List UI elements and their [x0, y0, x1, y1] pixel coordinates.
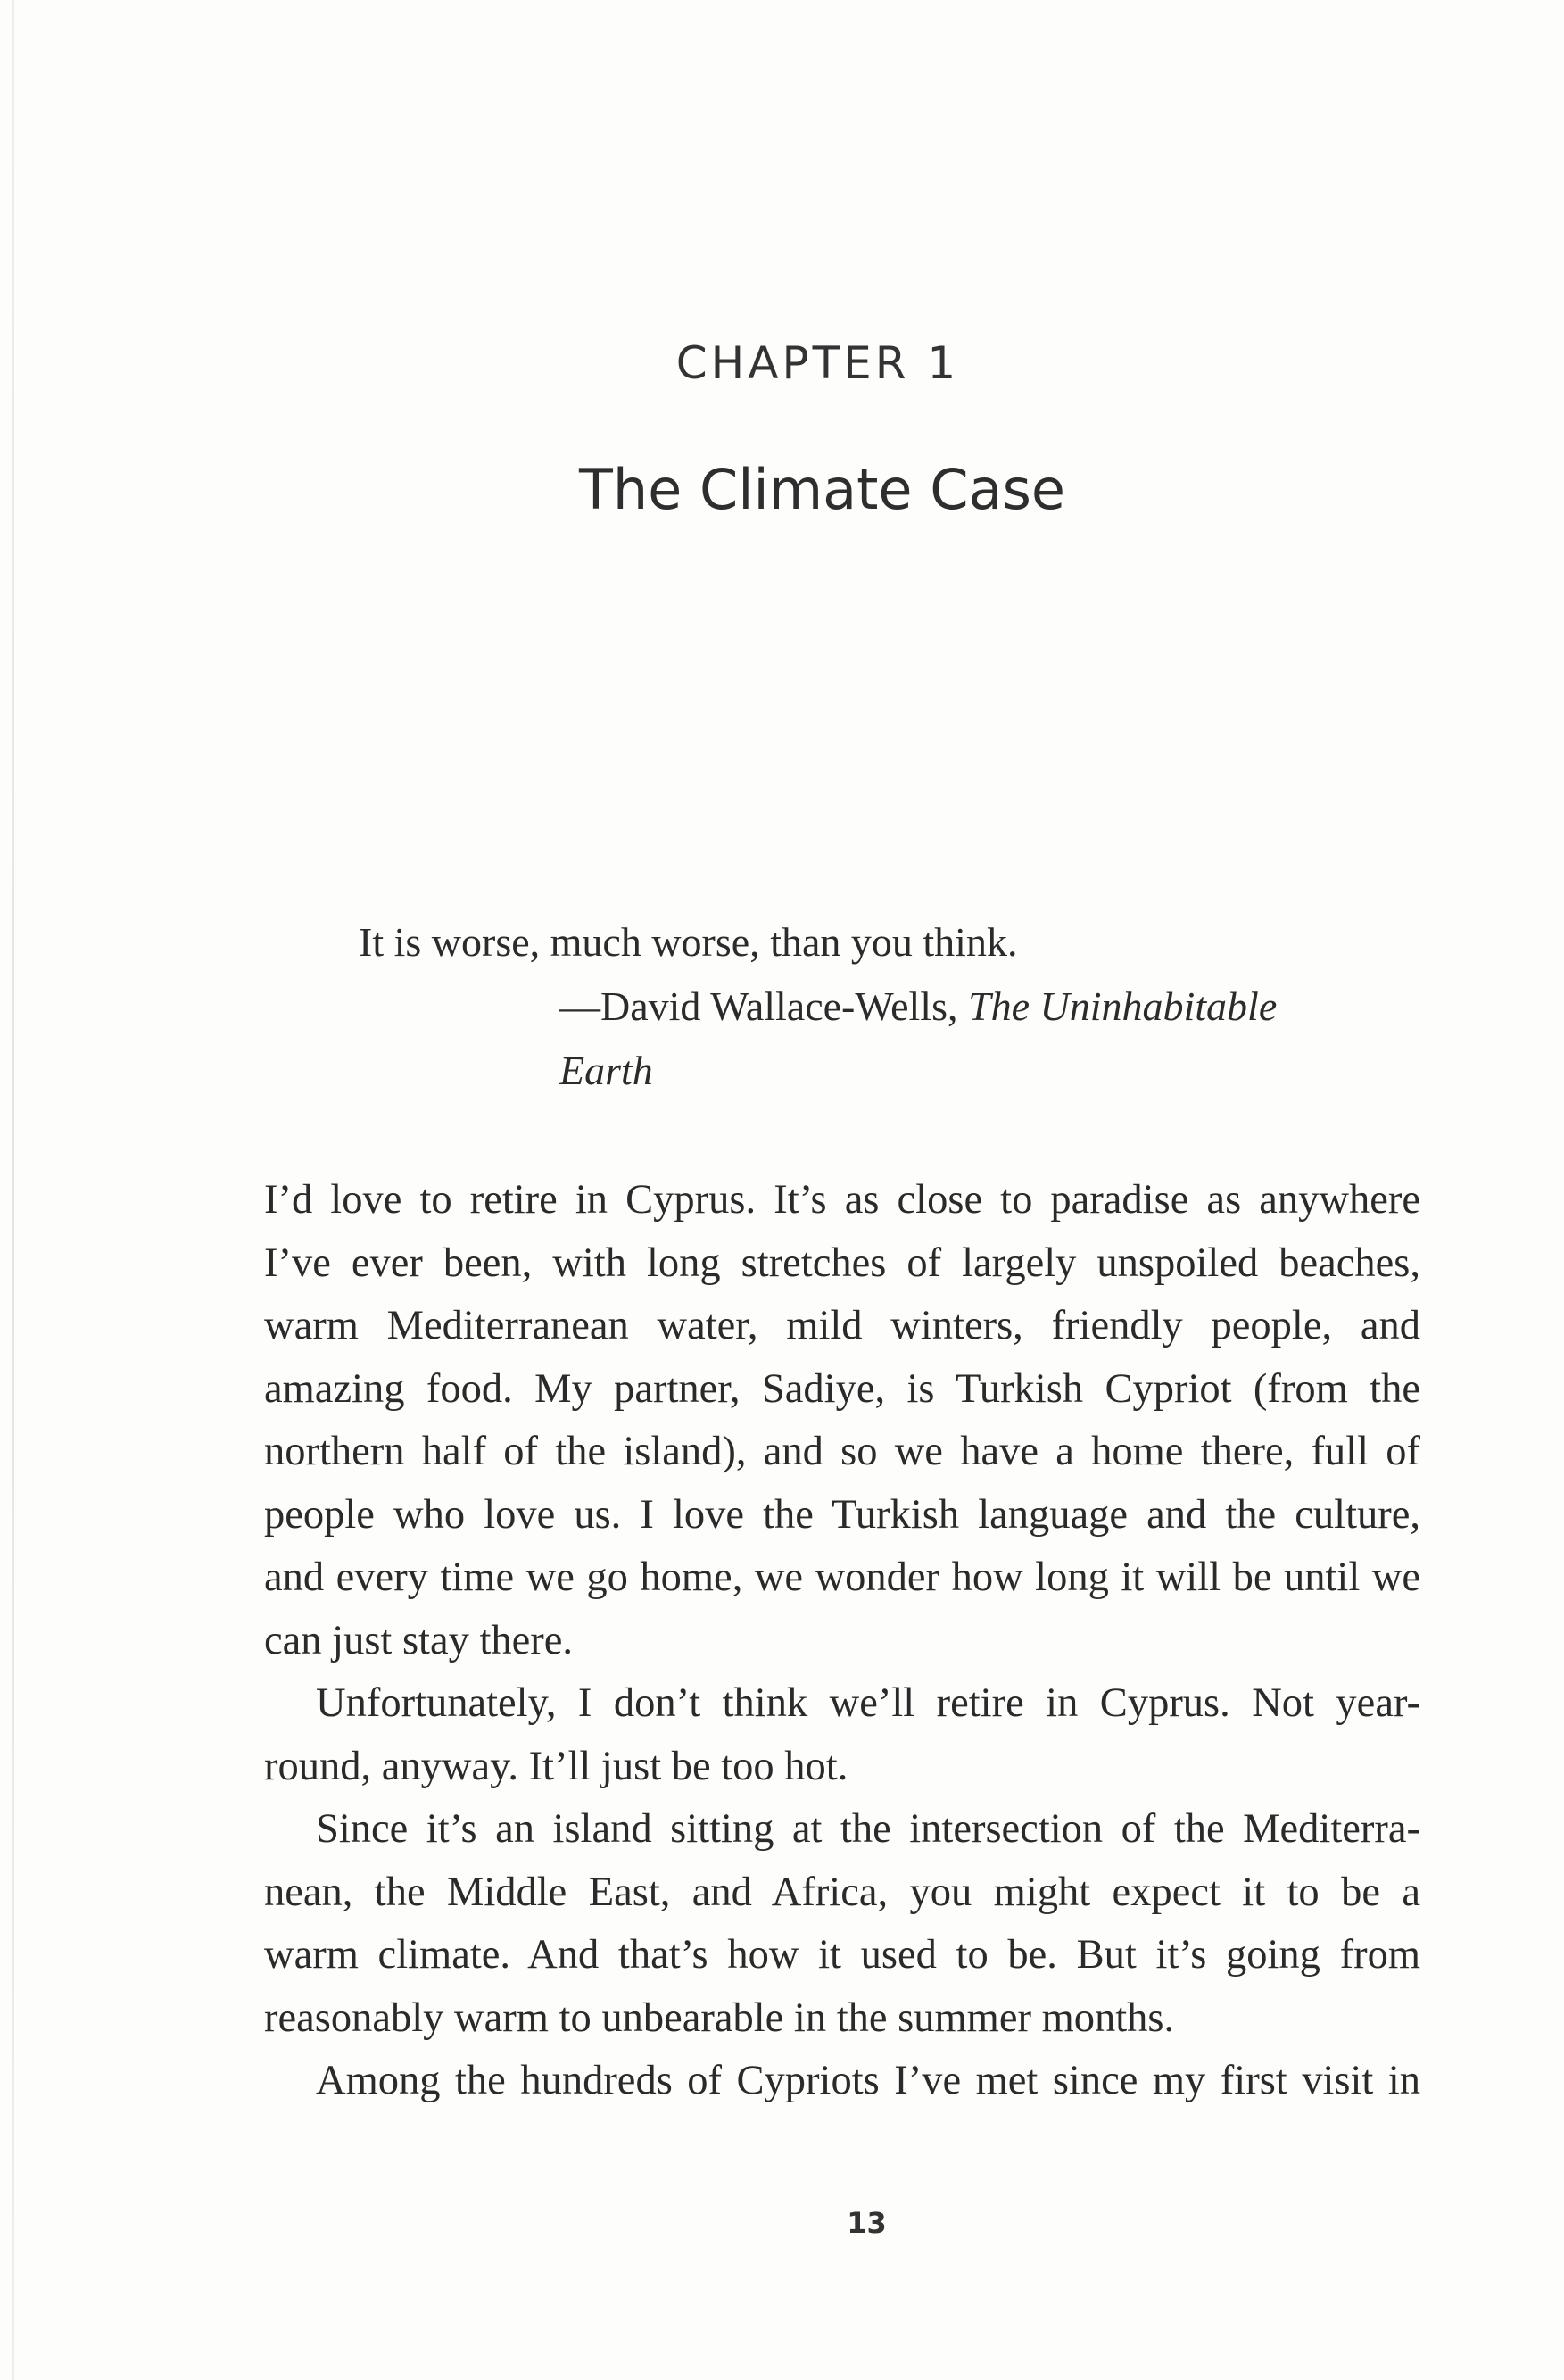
text-line: Among the hundreds of Cypriots I’ve met since my first visit in: [316, 2058, 1420, 2103]
paragraph: [264, 2050, 1420, 2113]
epigraph-work-title: The Uninhabitable Earth: [559, 983, 1278, 1093]
paragraph: [264, 1169, 1420, 1672]
epigraph-quote: It is worse, much worse, than you think.: [359, 919, 1018, 965]
epigraph: [359, 910, 1340, 1103]
page-number: 13: [847, 2206, 887, 2240]
chapter-label: CHAPTER 1: [675, 337, 960, 389]
text-line: I’ve ever been, with long stretches of largely unspoiled beaches,: [264, 1240, 1420, 1286]
body-text: [264, 1169, 1420, 2113]
text-line: nean, the Middle East, and Africa, you might expect it to be a: [264, 1869, 1420, 1915]
epigraph-attribution: [359, 974, 1340, 1103]
text-line: Unfortunately, I don’t think we’ll retire in Cyprus. Not year-: [316, 1680, 1420, 1726]
text-line: reasonably warm to unbearable in the summer months.: [264, 1994, 1175, 2041]
text-line: Since it’s an island sitting at the intersection of the Mediterra-: [316, 1806, 1420, 1852]
paragraph: [264, 1672, 1420, 1798]
paragraph: [264, 1798, 1420, 2050]
text-line: round, anyway. It’ll just be too hot.: [264, 1743, 848, 1789]
text-line: northern half of the island), and so we have a home there, full of: [264, 1429, 1420, 1474]
text-line: and every time we go home, we wonder how long it will be until we: [264, 1555, 1420, 1600]
text-line: warm climate. And that’s how it used to be. But it’s going from: [264, 1932, 1420, 1978]
text-line: warm Mediterranean water, mild winters, friendly people, and: [264, 1303, 1420, 1348]
text-line: people who love us. I love the Turkish language and the culture,: [264, 1491, 1420, 1538]
text-line: amazing food. My partner, Sadiye, is Turkish Cypriot (from the: [264, 1365, 1420, 1412]
chapter-title: The Climate Case: [578, 457, 1066, 522]
text-line: I’d love to retire in Cyprus. It’s as close to paradise as anywhere: [264, 1177, 1420, 1223]
text-line: can just stay there.: [264, 1617, 574, 1663]
epigraph-author: —David Wallace-Wells,: [559, 983, 968, 1029]
